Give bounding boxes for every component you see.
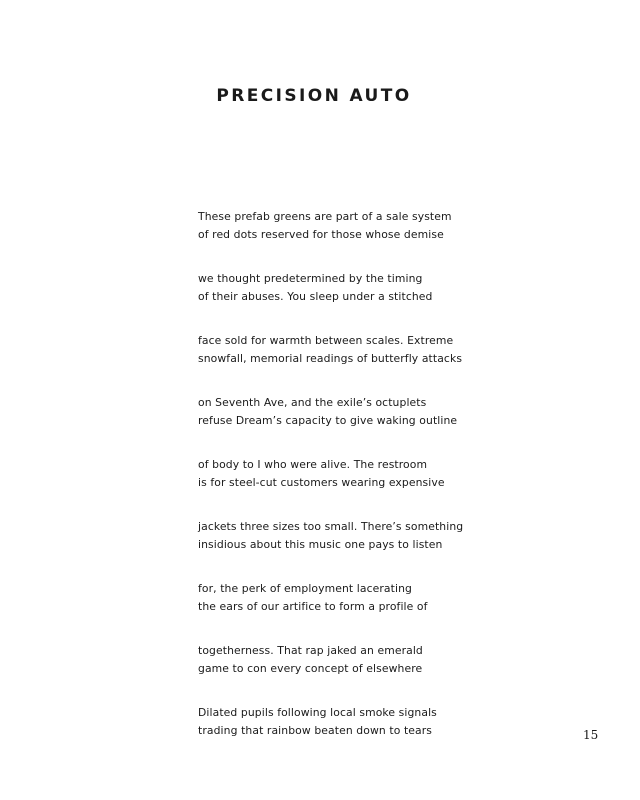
poem-body [198, 208, 598, 766]
poem-line: Dilated pupils following local smoke signals [198, 706, 437, 719]
stanza [198, 456, 598, 492]
poem-line: the ears of our artifice to form a profile of [198, 600, 428, 613]
stanza [198, 580, 598, 616]
poem-line: insidious about this music one pays to listen [198, 538, 443, 551]
poem-line: for, the perk of employment lacerating [198, 582, 412, 595]
poem-line: refuse Dream’s capacity to give waking outline [198, 414, 458, 427]
stanza [198, 270, 598, 306]
poem-line: trading that rainbow beaten down to tears [198, 724, 433, 737]
stanza [198, 518, 598, 554]
stanza [198, 642, 598, 678]
stanza [198, 394, 598, 430]
poem-line: game to con every concept of elsewhere [198, 662, 423, 675]
poem-line: is for steel-cut customers wearing expensive [198, 476, 445, 489]
poem-title: PRECISION AUTO [216, 86, 412, 106]
poem-line: of red dots reserved for those whose demise [198, 228, 444, 241]
poem-line: we thought predetermined by the timing [198, 272, 423, 285]
poem-line: face sold for warmth between scales. Extreme [198, 334, 454, 347]
poem-line: togetherness. That rap jaked an emerald [198, 644, 423, 657]
stanza [198, 332, 598, 368]
poem-line: of body to I who were alive. The restroom [198, 458, 428, 471]
stanza [198, 208, 598, 244]
poem-line: jackets three sizes too small. There’s something [198, 520, 464, 533]
page-number: 15 [583, 728, 599, 742]
poem-line: snowfall, memorial readings of butterfly attacks [198, 352, 463, 365]
poem-line: on Seventh Ave, and the exile’s octuplets [198, 396, 427, 409]
stanza [198, 704, 598, 740]
poem-line: of their abuses. You sleep under a stitched [198, 290, 433, 303]
poem-line: These prefab greens are part of a sale system [198, 210, 452, 223]
